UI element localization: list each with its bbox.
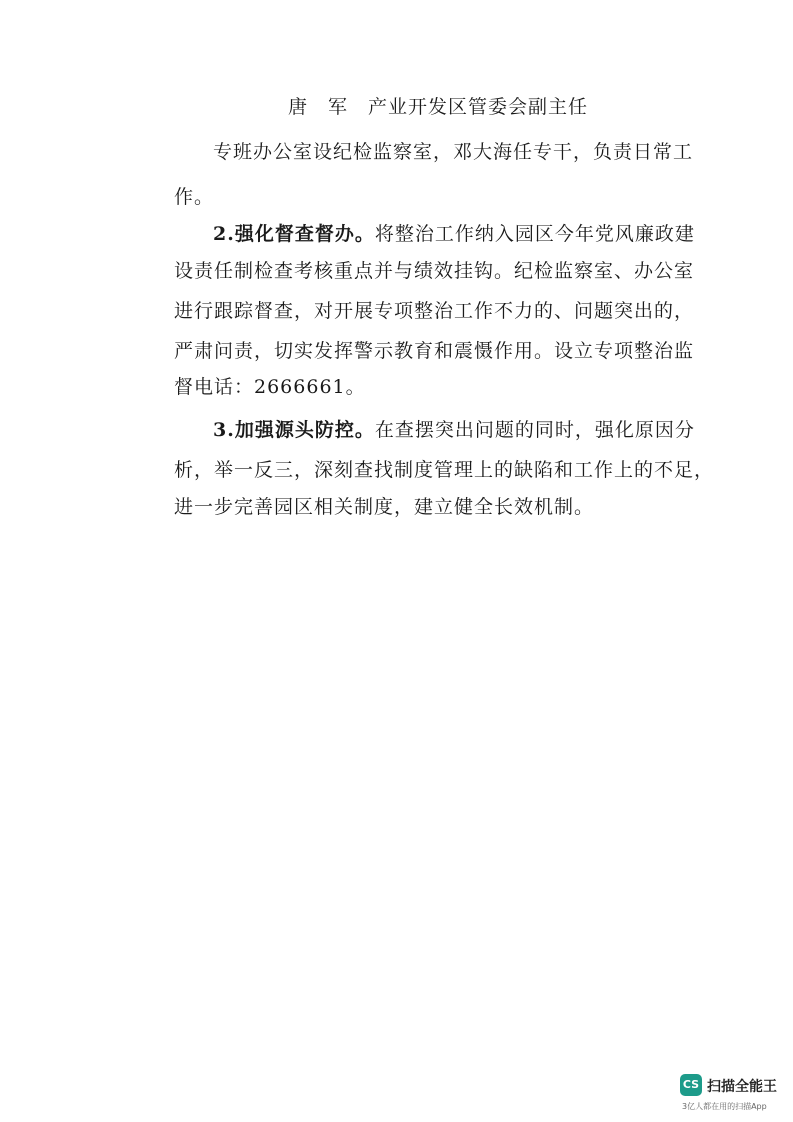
watermark-app-name: 扫描全能王 (707, 1079, 777, 1095)
item2-line-3: 进行跟踪督查，对开展专项整治工作不力的、问题突出的， (174, 300, 695, 322)
item2-first-line (213, 223, 695, 245)
watermark-tagline: 3亿人都在用的扫描App (682, 1102, 767, 1111)
camscanner-logo-icon: CS (680, 1074, 702, 1096)
item3-heading: 3.加强源头防控。 (213, 419, 375, 441)
item2-line-1: 将整治工作纳入园区今年党风廉政建 (374, 223, 695, 245)
office-line-1: 专班办公室设纪检监察室，邓大海任专干，负责日常工 (213, 141, 694, 163)
member-line (288, 96, 588, 118)
member-title: 产业开发区管委会副主任 (368, 96, 589, 118)
item3-line-3: 进一步完善园区相关制度，建立健全长效机制。 (174, 496, 595, 518)
item3-line-2: 析，举一反三，深刻查找制度管理上的缺陷和工作上的不足， (174, 459, 715, 481)
item2-line-4: 严肃问责，切实发挥警示教育和震慑作用。设立专项整治监 (174, 340, 695, 362)
member-name: 唐 军 (288, 96, 349, 118)
item2-line-5: 督电话：2666661。 (174, 376, 366, 398)
office-line-2: 作。 (174, 186, 215, 208)
item3-line-1: 在查摆突出问题的同时，强化原因分 (374, 419, 695, 441)
scanner-watermark (680, 1074, 790, 1114)
item3-first-line (213, 419, 695, 441)
item2-heading: 2.强化督查督办。 (213, 223, 375, 245)
item2-line-2: 设责任制检查考核重点并与绩效挂钩。纪检监察室、办公室 (174, 260, 695, 282)
